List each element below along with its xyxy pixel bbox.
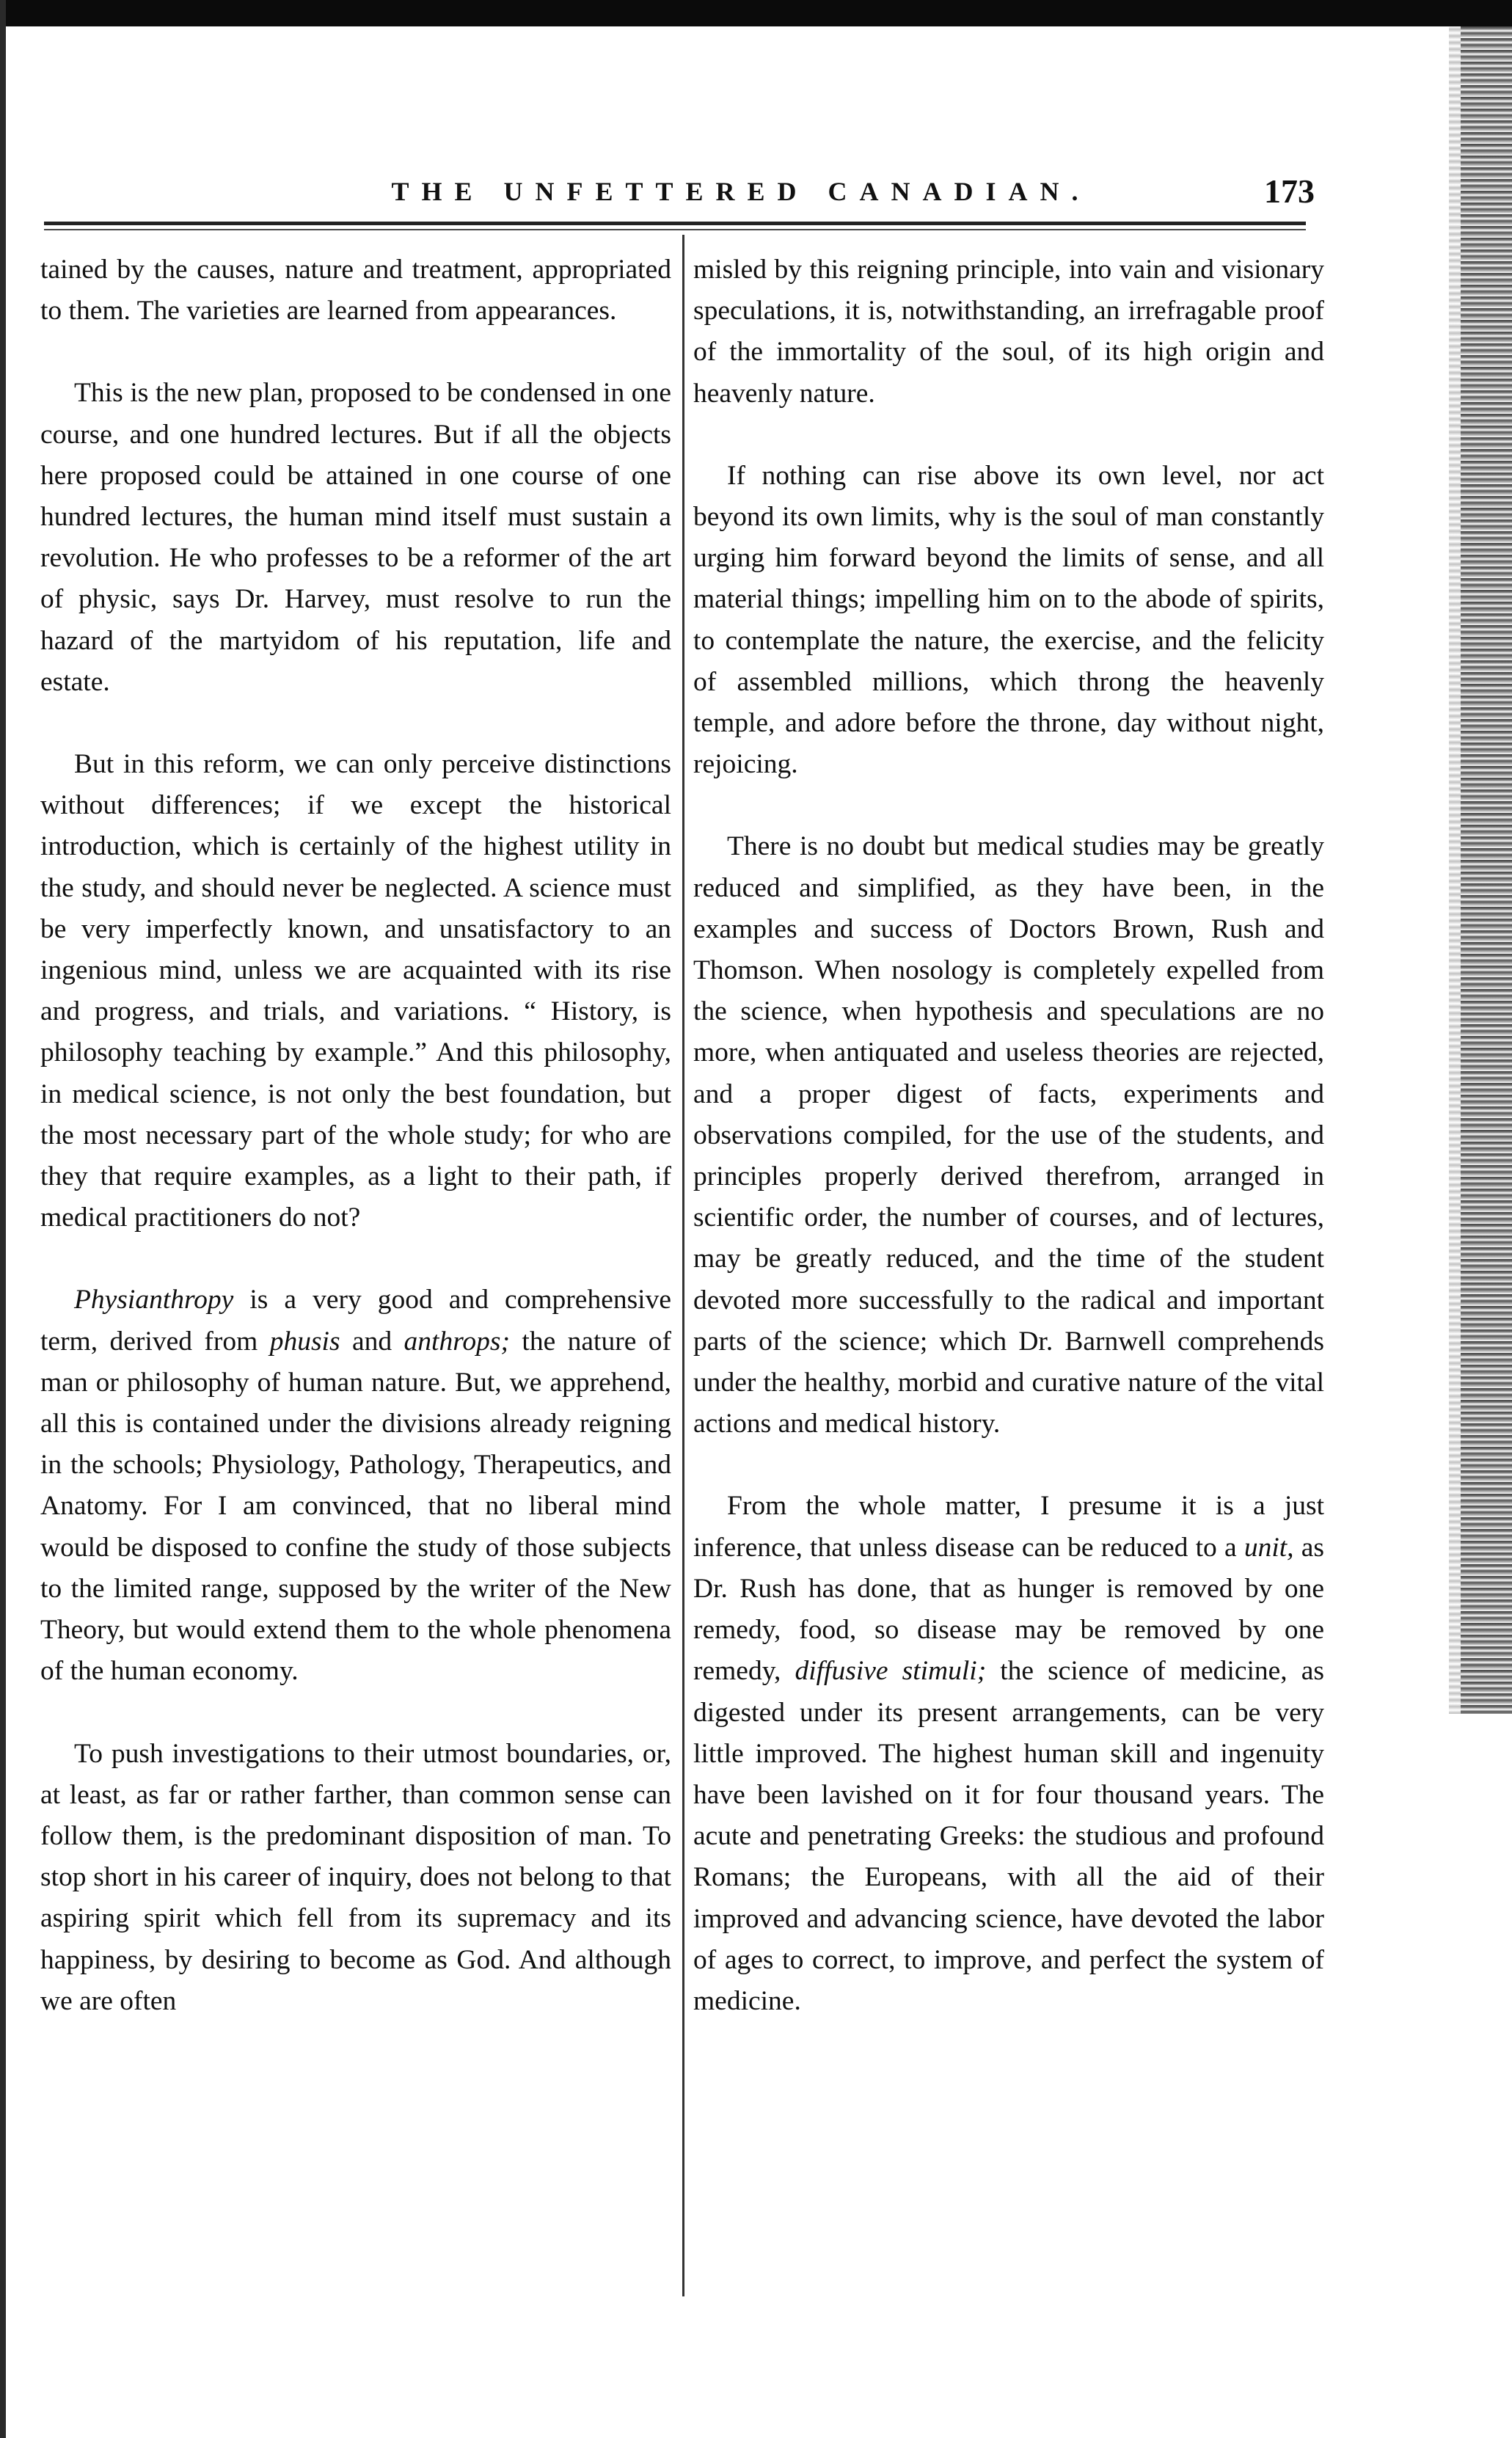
text-run: as Dr. Rush has done, that as hunger is removed by one remedy, food, so disease may be removed by one remedy, [693,1532,1324,1687]
header-rule-thin [44,229,1306,230]
scan-top-border [0,0,1512,26]
italic-term: anthrops; [403,1326,510,1357]
running-title: THE UNFETTERED CANADIAN. [391,177,1091,206]
paragraph [40,1280,671,1692]
text-run: the science of medicine, as digested under its present arrangements, can be very little improved. The highest human skill and ingenuity have been lavished on it for four thousand years. The acute and penetrating Greeks: the studious and profound Romans; the Europeans, with all the aid of their improved and advancing science, have devoted the labor of ages to correct, to improve, and perfect the system of medicine. [693,1656,1324,2016]
header-rule [44,222,1306,225]
italic-term: phusis [269,1326,340,1357]
paragraph: If nothing can rise above its own level, nor act beyond its own limits, why is the soul of man constantly urging him forward beyond the limits of sense, and all material things; impelling him on to the abode of spirits, to contemplate the nature, the exercise, and the felicity of assembled millions, which throng the heavenly temple, and adore before the throne, day without night, rejoicing. [693,460,1324,780]
scan-right-margin-shade [1449,26,1461,1714]
scan-right-edge [1461,26,1512,1714]
paragraph [693,1486,1324,2022]
page-header [29,172,1335,220]
paragraph: misled by this reigning principle, into vain and visionary speculations, it is, notwithstanding, an irrefragable proof of the immortality of the soul, of its high origin and heavenly nature. [693,255,1324,409]
right-column [693,249,1324,2063]
text-run: and [340,1326,404,1357]
paragraph: This is the new plan, proposed to be condensed in one course, and one hundred lectures. But if all the objects here proposed could be attained in one course of one hundred lectures, the human mind itself must sustain a revolution. He who professes to be a reformer of the art of physic, says Dr. Harvey, must resolve to run the hazard of the martyidom of his reputation, life and estate. [40,378,671,697]
paragraph: tained by the causes, nature and treatment, appropriated to them. The varieties are learned from appearances. [40,255,671,326]
column-divider [682,235,684,2296]
text-run: From the whole matter, I presume it is a just inference, that unless disease can be reduced to a [693,1491,1324,1563]
italic-term: diffusive stimuli; [795,1656,987,1687]
paragraph: There is no doubt but medical studies may be greatly reduced and simplified, as they have been, in the examples and success of Doctors Brown, Rush and Thomson. When nosology is completely expelled from the science, when hypothesis and speculations are no more, when antiquated and useless theories are rejected, and a proper digest of facts, experiments and observations compiled, for the use of the students, and principles properly derived therefrom, arranged in scientific order, the number of courses, and of lectures, may be greatly reduced, and the time of the student devoted more successfully to the radical and important parts of the science; which Dr. Barnwell comprehends under the healthy, morbid and curative nature of the vital actions and medical history. [693,831,1324,1439]
page-number: 173 [1264,172,1315,210]
text-run: the nature of man or philosophy of human nature. But, we apprehend, all this is contained under the divisions already reigning in the schools; Physiology, Pathology, Therapeutics, and Anatomy. For I am convinced, that no liberal mind would be disposed to confine the study of those subjects to the limited range, supposed by the writer of the New Theory, but would extend them to the whole phenomena of the human economy. [40,1326,671,1687]
paragraph: But in this reform, we can only perceive distinctions without differences; if we except the historical introduction, which is certainly of the highest utility in the study, and should never be neglected. A science must be very imperfectly known, and unsatisfactory to an ingenious mind, unless we are acquainted with its rise and progress, and trials, and variations. “ History, is philosophy teaching by example.” And this philosophy, in medical science, is not only the best foundation, but the most necessary part of the whole study; for who are they that require examples, as a light to their path, if medical practitioners do not? [40,749,671,1233]
text-run: is a very good and comprehensive term, derived from [40,1285,671,1357]
left-column [40,249,671,2063]
italic-term: unit, [1243,1532,1294,1563]
italic-term: Physianthropy [74,1285,234,1315]
paragraph: To push investigations to their utmost boundaries, or, at least, as far or rather farther, than common sense can follow them, is the predominant disposition of man. To stop short in his career of inquiry, does not belong to that aspiring spirit which fell from its supremacy and its happiness, by desiring to become as God. And although we are often [40,1738,671,2016]
scan-left-edge [0,0,6,2438]
